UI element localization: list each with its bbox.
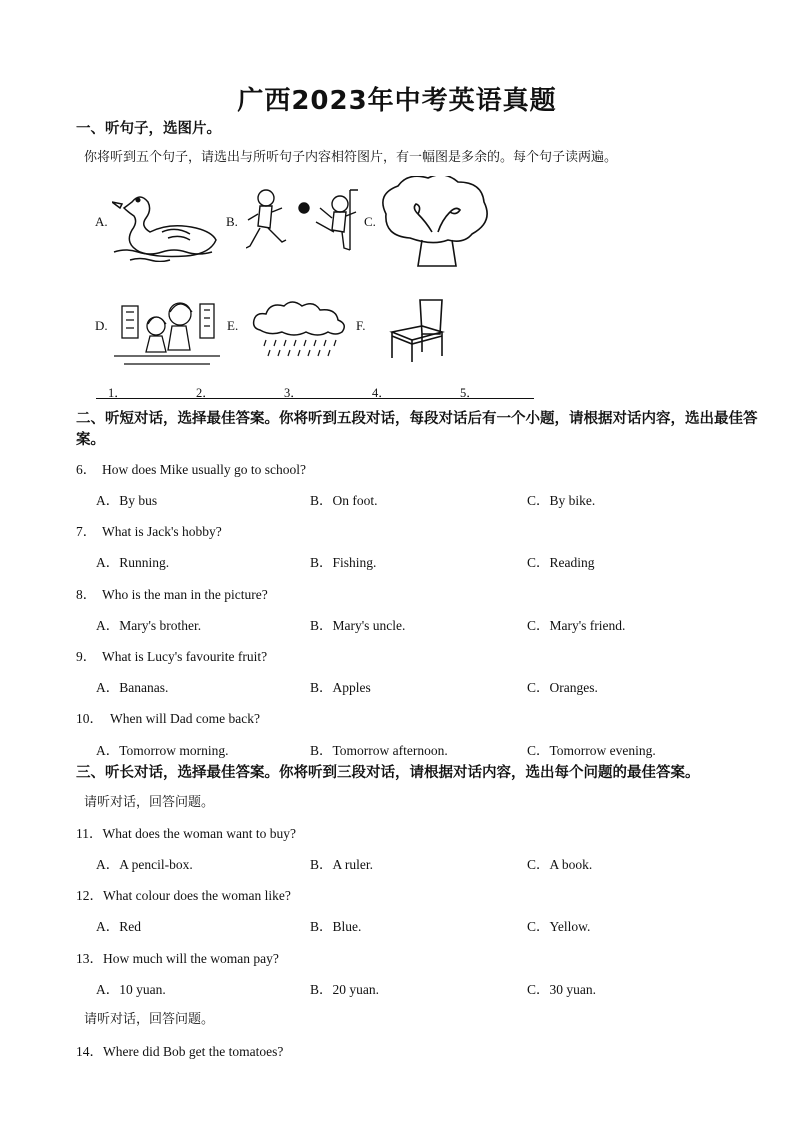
option-b[interactable]: B．Blue.	[310, 919, 362, 934]
question-text: What is Lucy's favourite fruit?	[102, 649, 268, 664]
question-11	[76, 822, 296, 842]
question-number: 7．	[76, 524, 97, 539]
picture-label-c: C.	[364, 214, 376, 229]
option-a[interactable]: A．10 yuan.	[96, 982, 166, 997]
question-text: Who is the man in the picture?	[102, 587, 268, 602]
option-b[interactable]: B．Fishing.	[310, 555, 377, 570]
option-a[interactable]: A．Tomorrow morning.	[96, 743, 229, 758]
picture-label-d: D.	[95, 318, 108, 333]
answer-blank-1[interactable]: 1．	[108, 386, 127, 400]
picture-label-e: E.	[227, 318, 239, 333]
option-c[interactable]: C．Oranges.	[527, 680, 598, 695]
question-text: How does Mike usually go to school?	[102, 462, 306, 477]
option-c[interactable]: C．30 yuan.	[527, 982, 596, 997]
answer-blank-4[interactable]: 4．	[372, 386, 391, 400]
part3-heading: 三、听长对话，选择最佳答案。你将听到三段对话，请根据对话内容，选出每个问题的最佳答案。	[76, 765, 700, 781]
question-number: 13．	[76, 951, 103, 966]
part3-note: 请听对话，回答问题。	[84, 795, 215, 810]
chair-icon	[386, 296, 450, 364]
option-a[interactable]: A．A pencil-box.	[96, 857, 193, 872]
question-number: 14．	[76, 1044, 103, 1059]
question-14	[76, 1040, 283, 1060]
part2-heading: 二、听短对话，选择最佳答案。你将听到五段对话，每段对话后有一个小题，请根据对话内容，选出最佳答案。	[76, 411, 758, 448]
question-13	[76, 947, 279, 967]
rain-cloud-icon	[252, 300, 348, 360]
option-a[interactable]: A．Red	[96, 919, 141, 934]
question-text: What does the woman want to buy?	[102, 826, 296, 841]
option-a[interactable]: A．By bus	[96, 493, 158, 508]
answer-blank-3[interactable]: 3．	[284, 386, 303, 400]
kids-playing-football-icon	[246, 186, 358, 254]
answer-blank-2[interactable]: 2．	[196, 386, 215, 400]
question-number: 8．	[76, 587, 97, 602]
question-number: 9．	[76, 649, 97, 664]
picture-label-b: B.	[226, 214, 238, 229]
option-b[interactable]: B．On foot.	[310, 493, 378, 508]
option-c[interactable]: C．By bike.	[527, 493, 596, 508]
option-a[interactable]: A．Bananas.	[96, 680, 169, 695]
option-c[interactable]: C．A book.	[527, 857, 593, 872]
option-c[interactable]: C．Tomorrow evening.	[527, 743, 656, 758]
question-text: When will Dad come back?	[110, 711, 260, 726]
duck-icon	[112, 190, 218, 262]
option-a[interactable]: A．Mary's brother.	[96, 618, 202, 633]
option-c[interactable]: C．Reading	[527, 555, 595, 570]
question-9	[76, 645, 267, 665]
part1-instruction: 你将听到五个句子，请选出与所听句子内容相符图片，有一幅图是多余的。每个句子读两遍。	[84, 150, 618, 165]
children-in-street-icon	[114, 296, 220, 366]
page-title: 广西2023年中考英语真题	[237, 86, 557, 116]
part3-note: 请听对话，回答问题。	[84, 1012, 215, 1027]
answer-blank-5[interactable]: 5．	[460, 386, 479, 400]
part1-heading: 一、听句子，选图片。	[76, 121, 221, 137]
question-text: What colour does the woman like?	[103, 888, 291, 903]
question-number: 10．	[76, 711, 103, 726]
question-number: 6．	[76, 462, 97, 477]
option-b[interactable]: B．Mary's uncle.	[310, 618, 406, 633]
question-text: How much will the woman pay?	[103, 951, 279, 966]
question-number: 12．	[76, 888, 103, 903]
option-b[interactable]: B．Apples	[310, 680, 371, 695]
question-10	[76, 707, 260, 727]
question-12	[76, 884, 291, 904]
tree-icon	[380, 176, 494, 268]
option-a[interactable]: A．Running.	[96, 555, 170, 570]
option-c[interactable]: C．Yellow.	[527, 919, 591, 934]
picture-label-a: A.	[95, 214, 108, 229]
option-b[interactable]: B．20 yuan.	[310, 982, 379, 997]
option-c[interactable]: C．Mary's friend.	[527, 618, 626, 633]
question-text: What is Jack's hobby?	[102, 524, 222, 539]
question-text: Where did Bob get the tomatoes?	[103, 1044, 284, 1059]
option-b[interactable]: B．Tomorrow afternoon.	[310, 743, 448, 758]
question-8	[76, 583, 268, 603]
question-7	[76, 520, 222, 540]
picture-label-f: F.	[356, 318, 366, 333]
question-6	[76, 458, 306, 478]
question-number: 11．	[76, 826, 103, 841]
option-b[interactable]: B．A ruler.	[310, 857, 373, 872]
